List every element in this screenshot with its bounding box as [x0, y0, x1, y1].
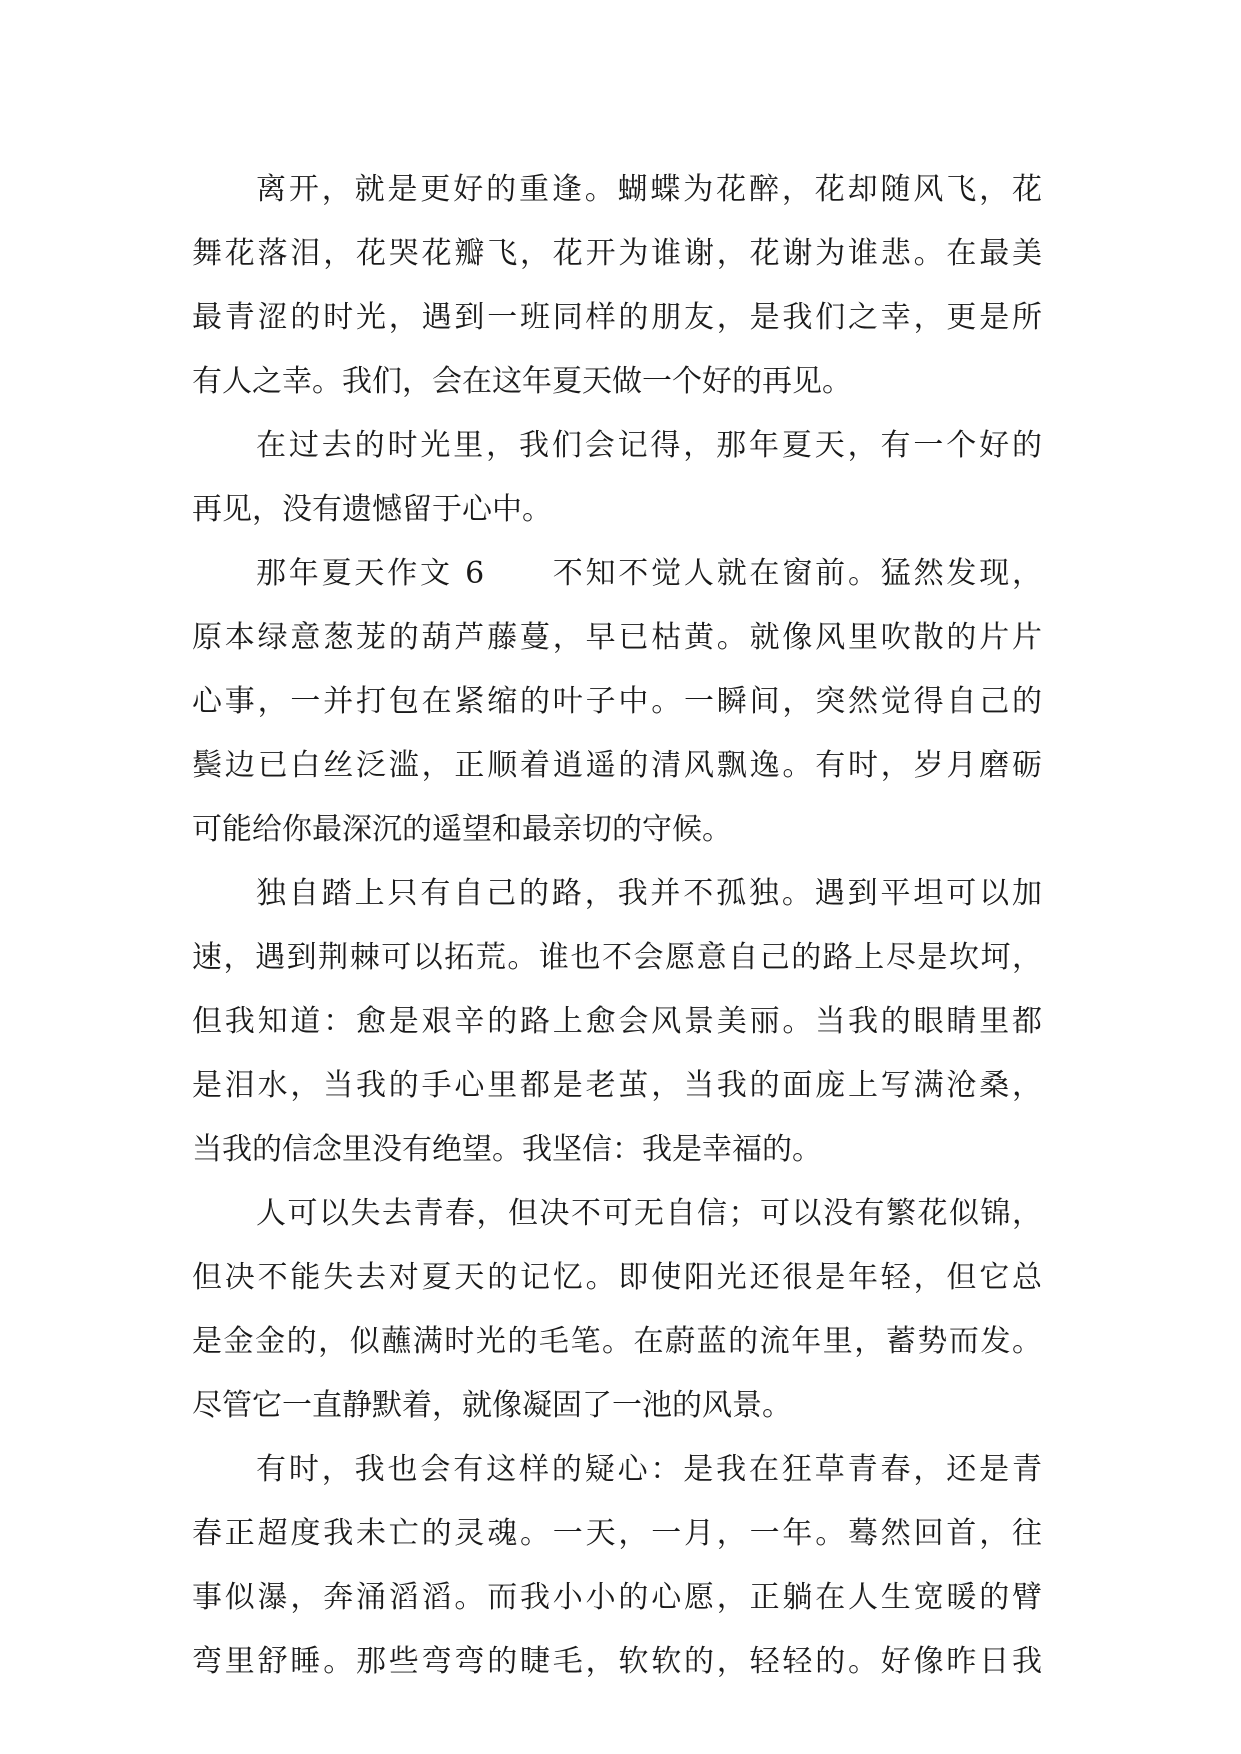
text-line: 有时，我也会有这样的疑心：是我在狂草青春，还是青 — [256, 1452, 1042, 1487]
text-line: 但决不能失去对夏天的记忆。即使阳光还很是年轻，但它总 — [192, 1260, 1042, 1295]
text-line: 有人之幸。我们，会在这年夏天做一个好的再见。 — [192, 364, 852, 399]
text-line: 心事，一并打包在紧缩的叶子中。一瞬间，突然觉得自己的 — [192, 684, 1042, 719]
text-line: 尽管它一直静默着，就像凝固了一池的风景。 — [192, 1388, 792, 1423]
text-line: 速，遇到荆棘可以拓荒。谁也不会愿意自己的路上尽是坎坷， — [192, 940, 1042, 975]
text-line: 舞花落泪，花哭花瓣飞，花开为谁谢，花谢为谁悲。在最美 — [192, 236, 1042, 271]
text-line: 弯里舒睡。那些弯弯的睫毛，软软的，轻轻的。好像昨日我 — [192, 1644, 1042, 1679]
text-line: 事似瀑，奔涌滔滔。而我小小的心愿，正躺在人生宽暖的臂 — [192, 1580, 1042, 1615]
text-line: 但我知道：愈是艰辛的路上愈会风景美丽。当我的眼睛里都 — [192, 1004, 1042, 1039]
text-line: 独自踏上只有自己的路，我并不孤独。遇到平坦可以加 — [256, 876, 1042, 911]
text-line: 离开，就是更好的重逢。蝴蝶为花醉，花却随风飞，花 — [256, 172, 1042, 207]
text-line: 在过去的时光里，我们会记得，那年夏天，有一个好的 — [256, 428, 1042, 463]
text-line: 是金金的，似蘸满时光的毛笔。在蔚蓝的流年里，蓄势而发。 — [192, 1324, 1042, 1359]
text-line: 当我的信念里没有绝望。我坚信：我是幸福的。 — [192, 1132, 822, 1167]
text-line: 春正超度我未亡的灵魂。一天，一月，一年。蓦然回首，往 — [192, 1516, 1042, 1551]
text-line: 人可以失去青春，但决不可无自信；可以没有繁花似锦， — [256, 1196, 1042, 1231]
text-line: 原本绿意葱茏的葫芦藤蔓，早已枯黄。就像风里吹散的片片 — [192, 620, 1042, 655]
text-line: 最青涩的时光，遇到一班同样的朋友，是我们之幸，更是所 — [192, 300, 1042, 335]
text-line: 再见，没有遗憾留于心中。 — [192, 492, 552, 527]
text-line: 鬓边已白丝泛滥，正顺着逍遥的清风飘逸。有时，岁月磨砺 — [192, 748, 1042, 783]
text-line: 可能给你最深沉的遥望和最亲切的守候。 — [192, 812, 732, 847]
text-line: 那年夏天作文 6 不知不觉人就在窗前。猛然发现， — [256, 556, 1042, 591]
text-line: 是泪水，当我的手心里都是老茧，当我的面庞上写满沧桑， — [192, 1068, 1042, 1103]
